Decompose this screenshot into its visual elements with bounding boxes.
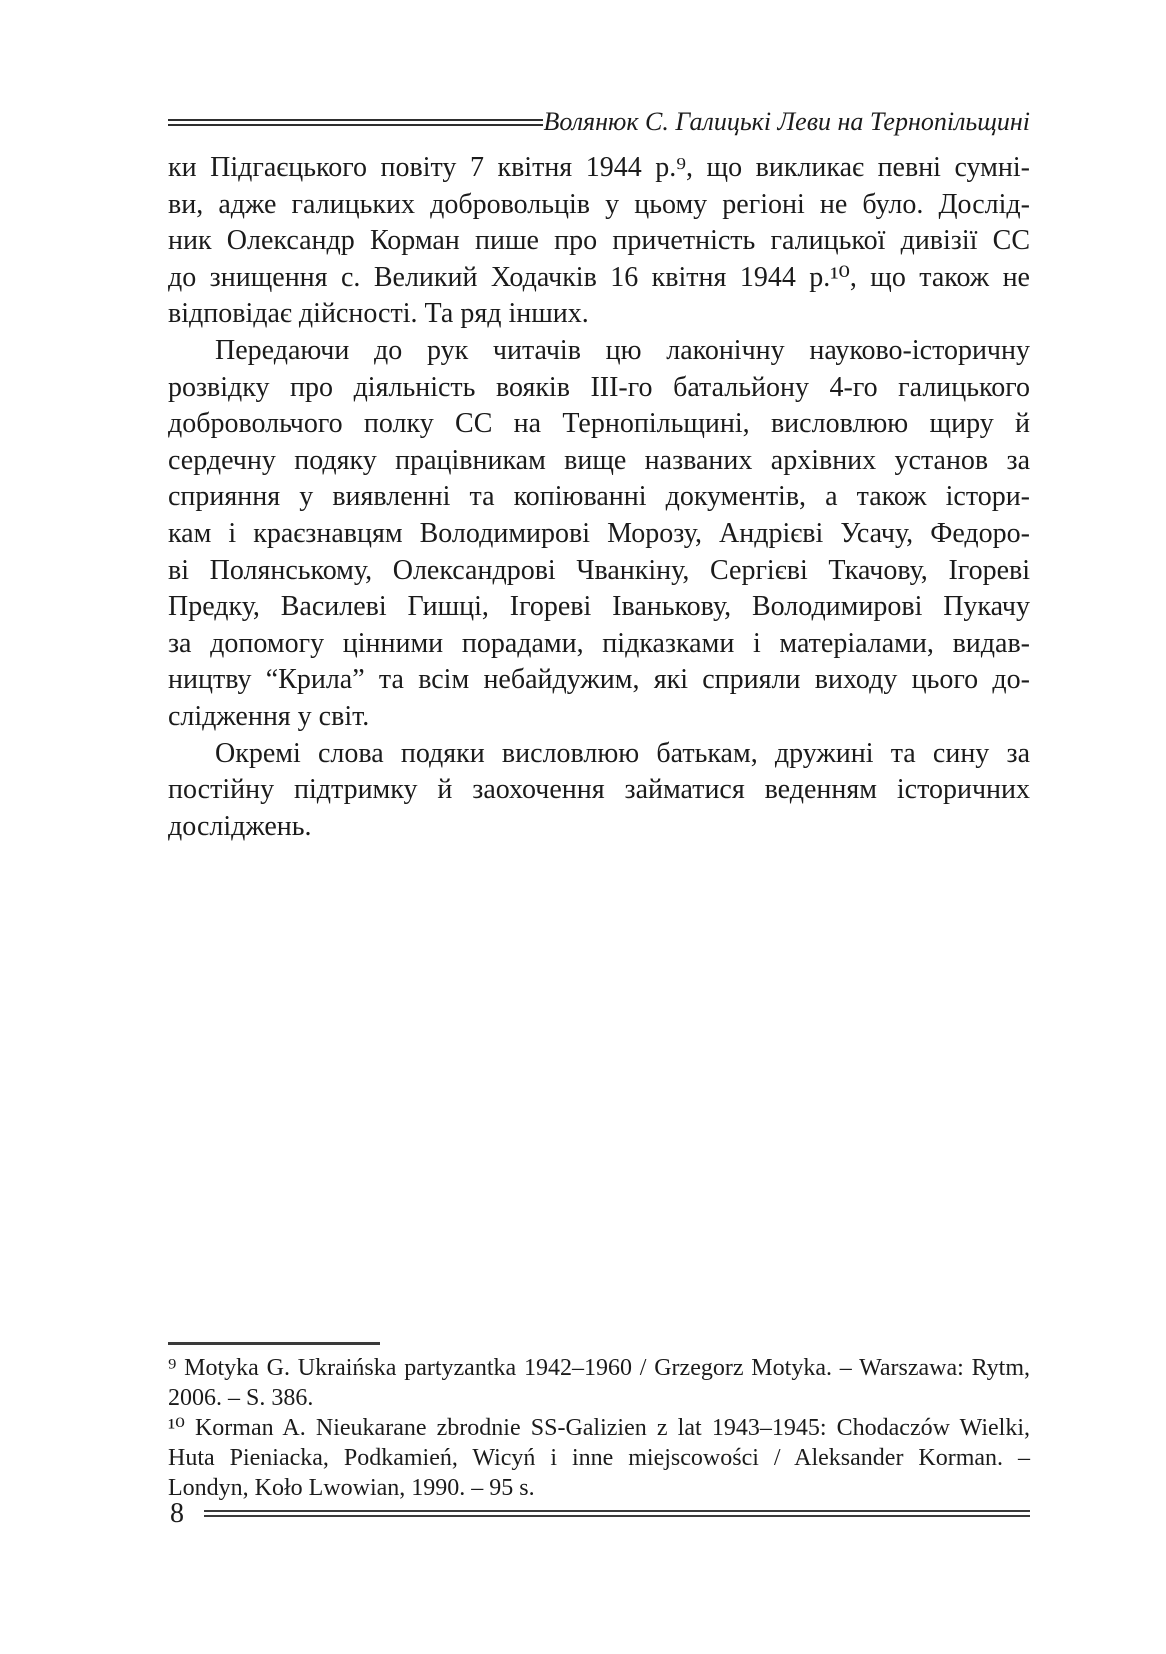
text-line: за допомогу цінними порадами, підказками і матеріалами, видав- bbox=[168, 627, 1030, 659]
text-line: ви, адже галицьких добровольців у цьому регіоні не було. Дослід- bbox=[168, 188, 1030, 220]
text-line: кам і краєзнавцям Володимирові Морозу, Андрієві Усачу, Федоро- bbox=[168, 517, 1030, 549]
text-line: Передаючи до рук читачів цю лаконічну науково-історичну bbox=[215, 334, 1030, 366]
text-line: Huta Pieniacka, Podkamień, Wicyń i inne miejscowości / Aleksander Korman. – bbox=[168, 1445, 1030, 1471]
footnote bbox=[168, 1353, 1030, 1413]
page-number: 8 bbox=[170, 1498, 184, 1529]
text-line: сердечну подяку працівникам вище названих архівних установ за bbox=[168, 444, 1030, 476]
text-line: 2006. – S. 386. bbox=[168, 1385, 314, 1411]
text-line: Londyn, Koło Lwowian, 1990. – 95 s. bbox=[168, 1475, 535, 1501]
text-line: сприяння у виявленні та копіюванні документів, а також істори- bbox=[168, 481, 1030, 513]
page-body bbox=[168, 150, 1030, 845]
text-line: ництву “Крила” та всім небайдужим, які сприяли виходу цього до- bbox=[168, 664, 1030, 696]
text-line: ⁹ Motyka G. Ukraińska partyzantka 1942–1960 / Grzegorz Motyka. – Warszawa: Rytm, bbox=[168, 1355, 1030, 1381]
footnote bbox=[168, 1413, 1030, 1503]
text-line: відповідає дійсності. Та ряд інших. bbox=[168, 298, 589, 330]
text-line: ник Олександр Корман пише про причетність галицької дивізії СС bbox=[168, 225, 1030, 257]
footnote-separator bbox=[168, 1342, 380, 1345]
page-footer bbox=[168, 1498, 1030, 1532]
text-line: досліджень. bbox=[168, 810, 312, 842]
text-line: Окремі слова подяки висловлюю батькам, дружині та сину за bbox=[215, 737, 1030, 769]
text-line: ки Підгаєцького повіту 7 квітня 1944 р.⁹, що викликає певні сумні- bbox=[168, 152, 1030, 183]
paragraph bbox=[168, 333, 1030, 736]
text-line: добровольчого полку СС на Тернопільщині, висловлюю щиру й bbox=[168, 408, 1030, 440]
footnotes bbox=[168, 1342, 1030, 1503]
text-line: ві Полянському, Олександрові Чванкіну, Сергієві Ткачову, Ігореві bbox=[168, 554, 1030, 586]
text-line: Предку, Василеві Гишці, Ігореві Іванькову, Володимирові Пукачу bbox=[168, 591, 1030, 623]
running-title: Волянюк С. Галицькі Леви на Тернопільщині bbox=[543, 107, 1030, 136]
text-line: до знищення с. Великий Ходачків 16 квітня 1944 р.¹⁰, що також не bbox=[168, 261, 1030, 293]
text-line: розвідку про діяльність вояків ІІІ-го батальйону 4-го галицького bbox=[168, 371, 1030, 403]
paragraph bbox=[168, 150, 1030, 333]
footer-rule bbox=[204, 1510, 1030, 1517]
header-rule bbox=[168, 119, 543, 126]
text-line: ¹⁰ Korman A. Nieukarane zbrodnie SS-Galizien z lat 1943–1945: Chodaczów Wielki, bbox=[168, 1415, 1030, 1441]
paragraph bbox=[168, 736, 1030, 846]
page-header bbox=[168, 102, 1030, 142]
text-line: слідження у світ. bbox=[168, 700, 370, 732]
text-line: постійну підтримку й заохочення займатися веденням історичних bbox=[168, 774, 1030, 806]
